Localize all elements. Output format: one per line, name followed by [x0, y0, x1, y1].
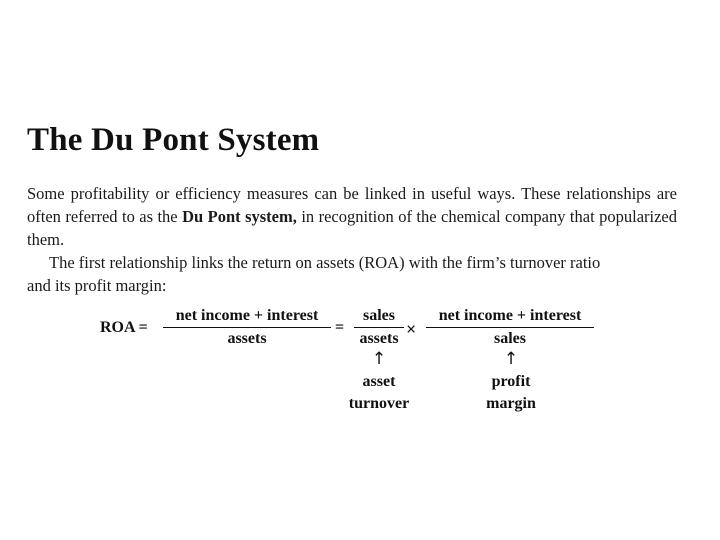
paragraph-2	[27, 251, 677, 297]
up-arrow-icon: ↑	[371, 349, 387, 369]
annotation-asset-turnover	[334, 347, 424, 415]
du-pont-system-term: Du Pont system,	[182, 207, 297, 226]
fraction-1-denominator: assets	[227, 330, 267, 347]
paragraph-2-line-1: The first relationship links the return on assets (ROA) with the firm’s turnover ratio	[49, 253, 601, 272]
annotation-1-line-1: asset	[362, 373, 396, 390]
equals-sign: =	[335, 319, 345, 336]
annotation-profit-margin	[466, 347, 556, 415]
fraction-income-over-sales	[426, 307, 594, 348]
fraction-3-numerator: net income + interest	[426, 307, 594, 328]
body-text	[27, 182, 677, 297]
fraction-3-denominator: sales	[494, 330, 526, 347]
page-title: The Du Pont System	[27, 122, 320, 158]
formula-lhs-roa: ROA =	[100, 319, 148, 336]
fraction-sales-over-assets	[354, 307, 404, 348]
annotation-1-line-2: turnover	[348, 395, 410, 412]
up-arrow-icon: ↑	[503, 349, 519, 369]
fraction-income-over-assets	[163, 307, 331, 348]
fraction-1-numerator: net income + interest	[163, 307, 331, 328]
annotation-2-line-2: margin	[486, 395, 536, 412]
fraction-2-numerator: sales	[354, 307, 404, 328]
paragraph-1-text-end: in recognition of the chemical company that popularized them.	[27, 207, 678, 249]
fraction-2-denominator: assets	[359, 330, 399, 347]
multiply-sign: ×	[406, 319, 417, 339]
paragraph-2-line-2: and its profit margin:	[27, 276, 167, 295]
annotation-2-line-1: profit	[491, 373, 531, 390]
paragraph-1-text-start: Some profitability or efficiency measures can be linked in useful ways. These relationships are often referred to as the	[27, 184, 677, 226]
paragraph-1	[27, 182, 677, 251]
